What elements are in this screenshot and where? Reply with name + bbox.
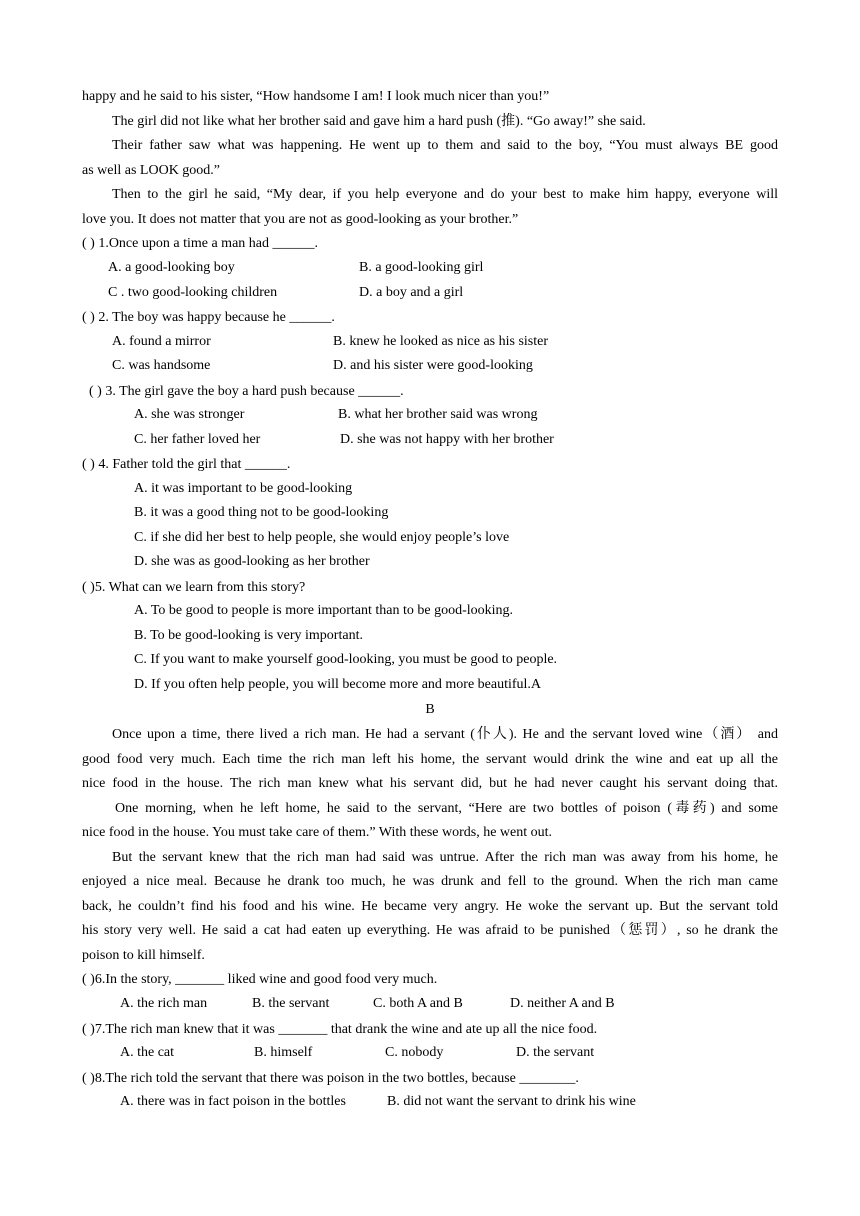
passage-b-line: back, he couldn’t find his food and his wine. He became very angry. He woke the servant up. But the servant told [82, 899, 778, 914]
option: C. nobody [385, 1045, 444, 1060]
passage-b-line: Once upon a time, there lived a rich man. He had a servant (仆人). He and the servant loved wine（酒） and [112, 727, 778, 742]
passage-b-line: nice food in the house. You must take care of them.” With these words, he went out. [82, 825, 553, 840]
option: A. it was important to be good-looking [134, 481, 353, 496]
question-6: ( )6.In the story, _______ liked wine and good food very much. [82, 972, 438, 987]
question-5: ( )5. What can we learn from this story? [82, 580, 306, 595]
passage-a-line: love you. It does not matter that you are not as good-looking as your brother.” [82, 212, 519, 227]
passage-b-line: enjoyed a nice meal. Because he drank too much, he was drunk and fell to the ground. When the rich man came [82, 874, 778, 889]
option: D. and his sister were good-looking [333, 358, 533, 373]
question-2: ( ) 2. The boy was happy because he ______. [82, 310, 335, 325]
option: A. the rich man [120, 996, 208, 1011]
passage-b-line: poison to kill himself. [82, 948, 205, 963]
option: B. did not want the servant to drink his wine [387, 1094, 636, 1109]
option: B. what her brother said was wrong [338, 407, 538, 422]
option: D. neither A and B [510, 996, 615, 1011]
passage-a-line: Their father saw what was happening. He went up to them and said to the boy, “You must always BE good [112, 138, 778, 153]
question-1: ( ) 1.Once upon a time a man had ______. [82, 236, 318, 251]
option: C. was handsome [112, 358, 211, 373]
option: D. If you often help people, you will become more and more beautiful.A [134, 677, 542, 692]
passage-b-line: One morning, when he left home, he said to the servant, “Here are two bottles of poison (毒药) and some [115, 801, 778, 816]
option: C . two good-looking children [108, 285, 278, 300]
option: C. if she did her best to help people, she would enjoy people’s love [134, 530, 510, 545]
option: B. To be good-looking is very important. [134, 628, 363, 643]
passage-a-line: The girl did not like what her brother said and gave him a hard push (推). “Go away!” she said. [112, 114, 646, 129]
passage-a-line: Then to the girl he said, “My dear, if you help everyone and do your best to make him happy, everyone will [112, 187, 778, 202]
option: A. there was in fact poison in the bottles [120, 1094, 346, 1109]
option: B. the servant [252, 996, 330, 1011]
passage-b-line: his story very well. He said a cat had eaten up everything. He was afraid to be punished（惩罚）, so he drank the [82, 923, 778, 938]
question-3: ( ) 3. The girl gave the boy a hard push because ______. [89, 384, 404, 399]
option: A. found a mirror [112, 334, 211, 349]
question-4: ( ) 4. Father told the girl that ______. [82, 457, 291, 472]
option: D. she was as good-looking as her brother [134, 554, 370, 569]
option: C. both A and B [373, 996, 463, 1011]
passage-b-line: nice food in the house. The rich man knew what his servant did, but he had never caught his servant doing that. [82, 776, 778, 791]
option: B. himself [254, 1045, 313, 1060]
option: A. she was stronger [134, 407, 245, 422]
option: B. it was a good thing not to be good-looking [134, 505, 389, 520]
option: D. she was not happy with her brother [340, 432, 554, 447]
option: B. knew he looked as nice as his sister [333, 334, 549, 349]
option: C. her father loved her [134, 432, 261, 447]
passage-b-line: But the servant knew that the rich man had said was untrue. After the rich man was away from his home, he [112, 850, 778, 865]
option: B. a good-looking girl [359, 260, 484, 275]
option: D. a boy and a girl [359, 285, 464, 300]
passage-a-line: as well as LOOK good.” [82, 163, 221, 178]
option: A. the cat [120, 1045, 175, 1060]
passage-a-line: happy and he said to his sister, “How handsome I am! I look much nicer than you!” [82, 89, 550, 104]
option: A. a good-looking boy [108, 260, 235, 275]
passage-b-line: good food very much. Each time the rich man left his home, the servant would drink the wine and eat up all the [82, 752, 778, 767]
section-heading: B [425, 702, 435, 717]
question-7: ( )7.The rich man knew that it was _______ that drank the wine and ate up all the nice food. [82, 1022, 598, 1037]
question-8: ( )8.The rich told the servant that there was poison in the two bottles, because ________. [82, 1071, 579, 1086]
option: A. To be good to people is more important than to be good-looking. [134, 603, 514, 618]
option: D. the servant [516, 1045, 595, 1060]
option: C. If you want to make yourself good-looking, you must be good to people. [134, 652, 558, 667]
